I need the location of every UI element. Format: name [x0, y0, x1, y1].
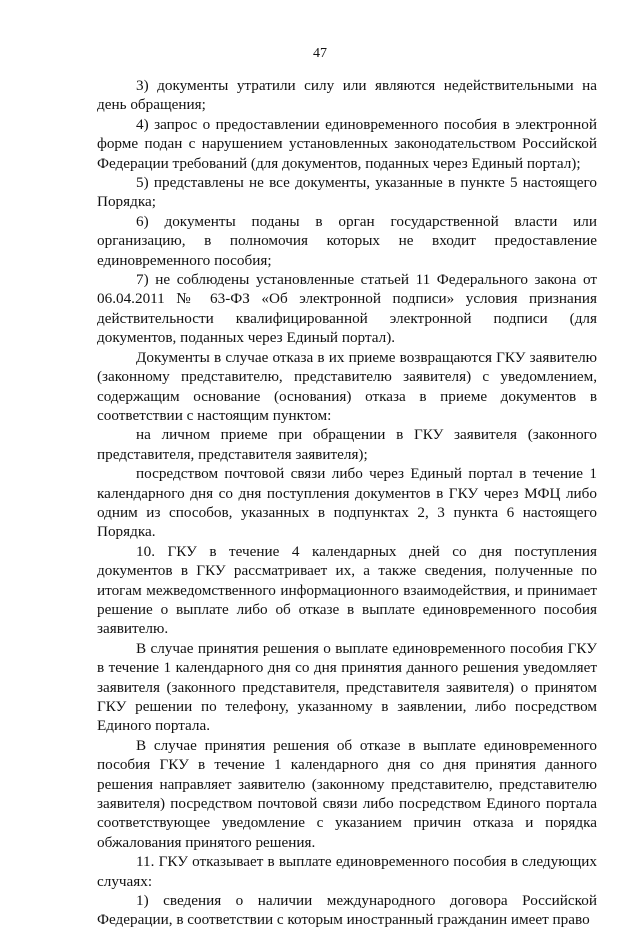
paragraph-item-7: 7) не соблюдены установленные статьей 11 Федерального закона от 06.04.2011 № 63-ФЗ «Об электронной подписи» условия признания действительности квалифицированной электронной подписи (для документов, поданных через Единый портал).	[97, 271, 597, 347]
paragraph-return-documents: Документы в случае отказа в их приеме возвращаются ГКУ заявителю (законному представителю, представителю заявителя) с уведомлением, содержащим основание (основания) отказа в приеме документов в соответствии с настоящим пунктом:	[97, 348, 597, 424]
document-body	[97, 76, 597, 930]
paragraph-refusal-notice: В случае принятия решения об отказе в выплате единовременного пособия ГКУ в течение 1 календарного дня со дня принятия данного решения направляет заявителю (законному представителю, представителю заявителя) посредством почтовой связи либо посредством Единого портала соответствующее уведомление с указанием причин отказа и порядка обжалования принятого решения.	[97, 736, 597, 851]
paragraph-refusal-case-1: 1) сведения о наличии международного договора Российской Федерации, в соответствии с которым иностранный гражданин имеет право	[97, 892, 597, 929]
paragraph-item-4: 4) запрос о предоставлении единовременного пособия в электронной форме подан с нарушением установленных законодательством Российской Федерации требований (для документов, поданных через Единый портал);	[97, 115, 597, 172]
paragraph-item-3: 3) документы утратили силу или являются недействительными на день обращения;	[97, 77, 597, 114]
paragraph-clause-10: 10. ГКУ в течение 4 календарных дней со дня поступления документов в ГКУ рассматривает их, а также сведения, полученные по итогам межведомственного информационного взаимодействия, и принимает решение о выплате либо об отказе в выплате единовременного пособия заявителю.	[97, 542, 597, 638]
page-number: 47	[313, 46, 327, 61]
paragraph-clause-11: 11. ГКУ отказывает в выплате единовременного пособия в следующих случаях:	[97, 853, 597, 890]
paragraph-item-6: 6) документы поданы в орган государственной власти или организацию, в полномочия которых не входит предоставление единовременного пособия;	[97, 212, 597, 269]
paragraph-by-post: посредством почтовой связи либо через Единый портал в течение 1 календарного дня со дня поступления документов в ГКУ через МФЦ либо одним из способов, указанных в подпунктах 2, 3 пункта 6 настоящего Порядка.	[97, 465, 597, 541]
paragraph-approval-notice: В случае принятия решения о выплате единовременного пособия ГКУ в течение 1 календарного дня со дня принятия данного решения уведомляет заявителя (законного представителя, представителя заявителя) о принятом ГКУ решении по телефону, указанному в заявлении, либо посредством Единого портала.	[97, 639, 597, 735]
paragraph-in-person: на личном приеме при обращении в ГКУ заявителя (законного представителя, представителя заявителя);	[97, 426, 597, 463]
paragraph-item-5: 5) представлены не все документы, указанные в пункте 5 настоящего Порядка;	[97, 174, 597, 211]
